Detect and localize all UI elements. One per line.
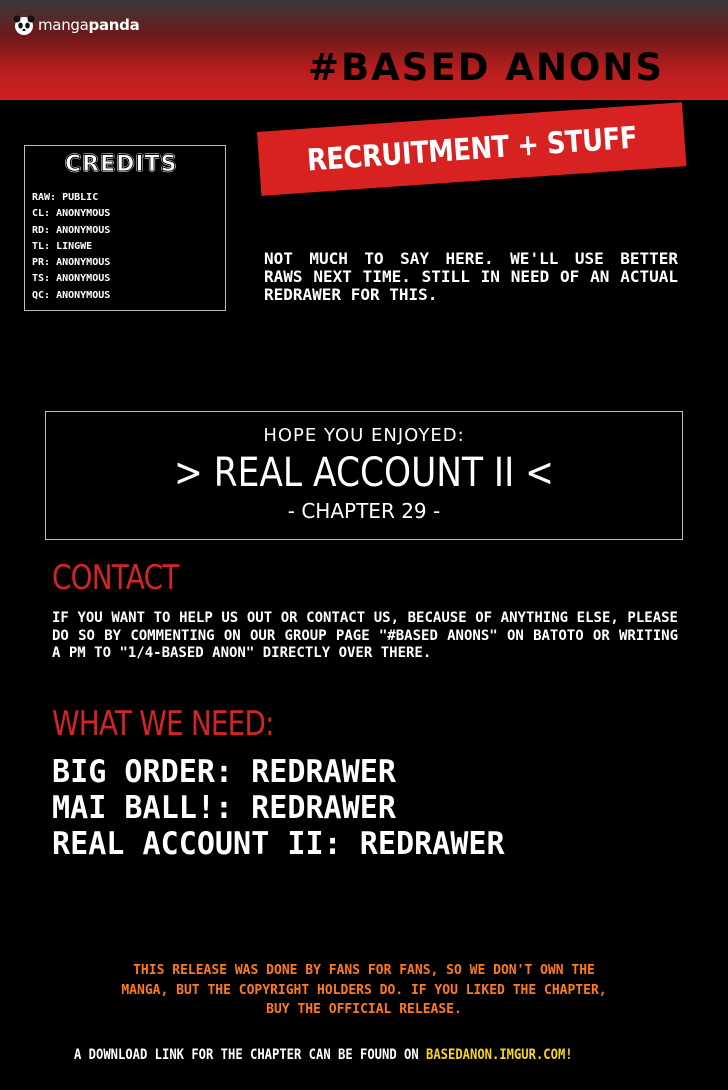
credits-box: [24, 145, 226, 311]
needs-item: REAL ACCOUNT II: REDRAWER: [52, 826, 505, 862]
release-chapter: - CHAPTER 29 -: [287, 499, 441, 523]
credits-title: CREDITS: [65, 152, 178, 177]
needs-heading: WHAT WE NEED:: [52, 704, 274, 744]
release-box: [45, 411, 683, 540]
disclaimer: [40, 961, 688, 1020]
disclaimer-line: BUY THE OFFICIAL RELEASE.: [266, 1002, 462, 1017]
logo-text-bold: panda: [88, 16, 140, 34]
download-note: [74, 1047, 573, 1063]
release-label: HOPE YOU ENJOYED:: [263, 425, 465, 446]
credit-line: PR: ANONYMOUS: [32, 257, 111, 269]
credit-line: RD: ANONYMOUS: [32, 224, 111, 236]
credit-line: TL: LINGWE: [32, 240, 93, 252]
contact-text: IF YOU WANT TO HELP US OUT OR CONTACT US, BECAUSE OF ANYTHING ELSE, PLEASE DO SO BY COMMENTING ON OUR GROUP PAGE "#BASED ANONS" ON BATOTO OR WRITING A PM TO "1/4-BASED ANON" DIRECTLY OVER THERE.: [52, 610, 678, 661]
disclaimer-line: MANGA, BUT THE COPYRIGHT HOLDERS DO. IF YOU LIKED THE CHAPTER,: [121, 982, 607, 998]
disclaimer-line: THIS RELEASE WAS DONE BY FANS FOR FANS, SO WE DON'T OWN THE: [133, 963, 595, 978]
credit-line: QC: ANONYMOUS: [32, 289, 111, 301]
download-text: A DOWNLOAD LINK FOR THE CHAPTER CAN BE FOUND ON: [74, 1047, 426, 1063]
needs-item: MAI BALL!: REDRAWER: [52, 790, 396, 826]
panda-head-icon: [12, 13, 36, 37]
needs-list: [52, 754, 519, 862]
group-title: #BASED ANONS: [307, 46, 664, 89]
needs-item: BIG ORDER: REDRAWER: [52, 754, 396, 790]
credit-line: CL: ANONYMOUS: [32, 208, 111, 220]
recruitment-text: NOT MUCH TO SAY HERE. WE'LL USE BETTER RAWS NEXT TIME. STILL IN NEED OF AN ACTUAL REDRAWER FOR THIS.: [264, 249, 678, 304]
contact-heading: CONTACT: [52, 558, 179, 598]
credit-line: RAW: PUBLIC: [32, 192, 99, 203]
credits-list: [32, 190, 110, 304]
logo-text: [38, 16, 139, 34]
header-band: [0, 0, 728, 100]
mangapanda-logo[interactable]: [12, 10, 139, 40]
logo-text-light: manga: [38, 16, 89, 34]
release-series-title: > REAL ACCOUNT II <: [174, 450, 554, 496]
recruitment-banner-text: RECRUITMENT + STUFF: [305, 120, 638, 179]
recruitment-banner: [257, 102, 686, 196]
credit-line: TS: ANONYMOUS: [32, 273, 111, 285]
download-link[interactable]: BASEDANON.IMGUR.COM!: [425, 1047, 573, 1063]
